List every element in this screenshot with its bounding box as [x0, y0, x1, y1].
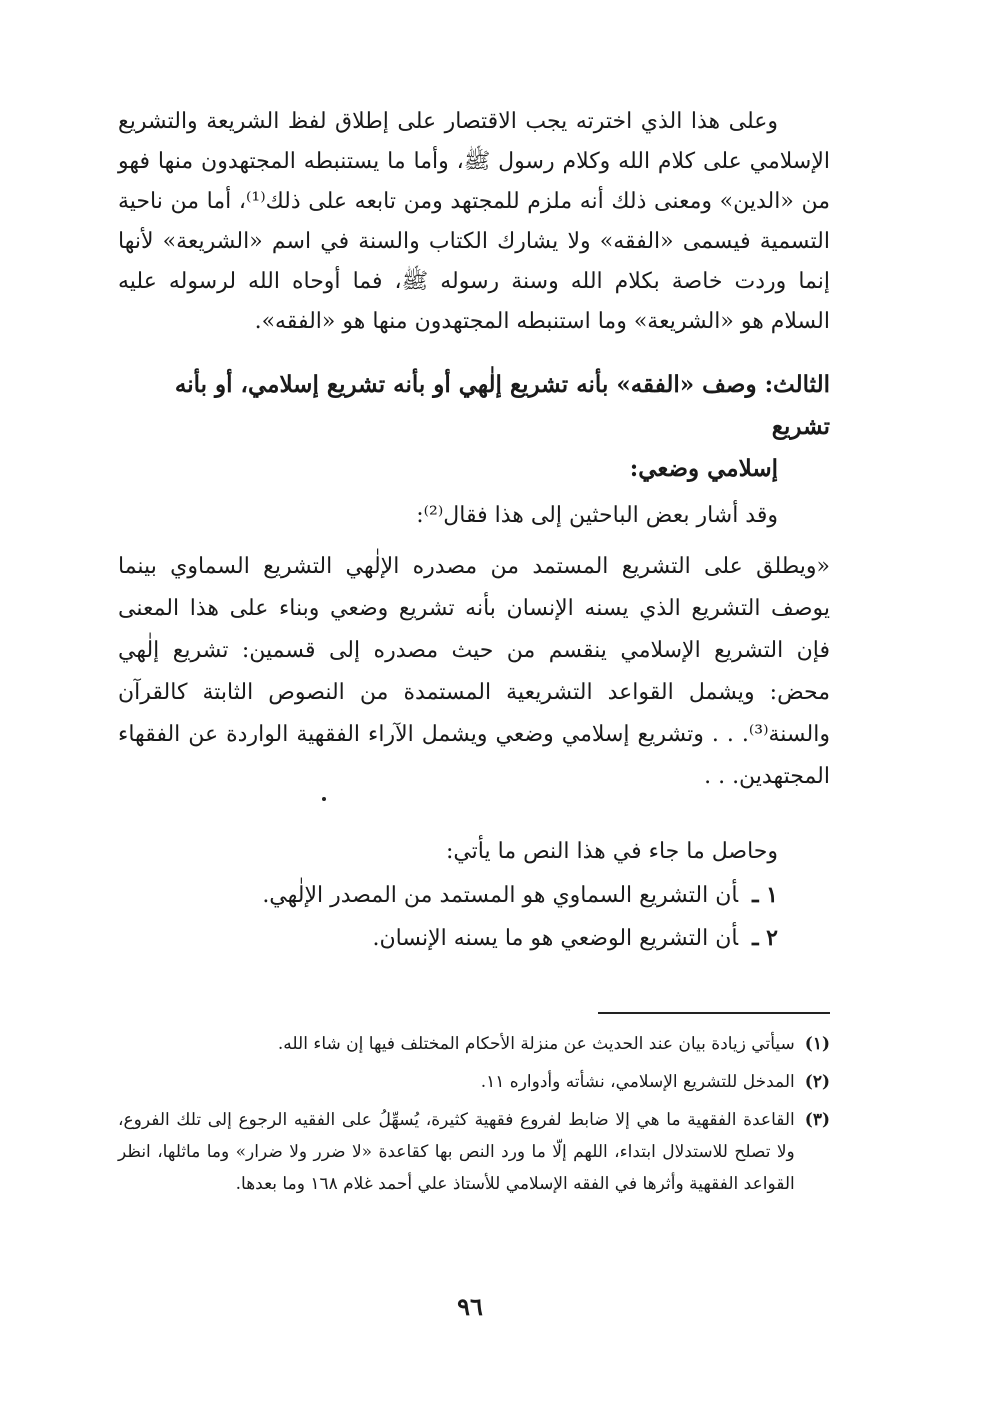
footnote-separator — [598, 1012, 830, 1014]
footnote-text: سيأتي زيادة بيان عند الحديث عن منزلة الأحكام المختلف فيها إن شاء الله. — [277, 1034, 795, 1054]
list-item-text: أن التشريع السماوي هو المستمد من المصدر الإلٰهي. — [262, 883, 739, 908]
page-number: ٩٦ — [457, 1292, 483, 1321]
heading-text: وصف «الفقه» بأنه تشريع إلٰهي أو بأنه تشريع إسلامي، أو بأنه تشريع — [174, 371, 830, 440]
footnote-number: (٣) — [804, 1110, 830, 1130]
footnote — [118, 1028, 830, 1060]
summary-intro: وحاصل ما جاء في هذا النص ما يأتي: — [445, 839, 778, 864]
list-item-number: ١ ـ — [752, 882, 778, 908]
footnote-text: المدخل للتشريع الإسلامي، نشأته وأدواره ١١. — [480, 1072, 795, 1092]
footnote-number: (١) — [804, 1034, 830, 1054]
paragraph-1: وعلى هذا الذي اخترته يجب الاقتصار على إطلاق لفظ الشريعة والتشريع الإسلامي على كلام الله وكلام رسول ﷺ، وأما ما يستنبطه المجتهدون منها فهو من «الدين» ومعنى ذلك أنه ملزم للمجتهد ومن تابعه على ذلك⁽¹⁾، أما من ناحية التسمية فيسمى «الفقه» ولا يشارك الكتاب والسنة في اسم «الشريعة» لأنها إنما وردت خاصة بكلام الله وسنة رسوله ﷺ، فما أوحاه الله لرسوله عليه السلام هو «الشريعة» وما استنبطه المجتهدون منها هو «الفقه». — [118, 109, 830, 334]
heading-continuation: إسلامي وضعي: — [629, 455, 778, 482]
quote-intro: وقد أشار بعض الباحثين إلى هذا فقال⁽²⁾: — [416, 503, 778, 528]
footnotes — [118, 1028, 830, 1206]
heading-lead: الثالث: — [756, 371, 830, 398]
list-item-number: ٢ ـ — [752, 925, 778, 951]
list-item — [118, 917, 830, 960]
section-heading — [118, 364, 830, 490]
page-body — [118, 102, 830, 960]
quoted-passage: «ويطلق على التشريع المستمد من مصدره الإلٰهي التشريع السماوي بينما يوصف التشريع الذي يسنه الإنسان بأنه تشريع وضعي وبناء على هذا المعنى فإن التشريع الإسلامي ينقسم من حيث مصدره إلى قسمين: تشريع إلٰهي محض: ويشمل القواعد التشريعية المستمدة من النصوص الثابتة كالقرآن والسنة⁽³⁾. . . وتشريع إسلامي وضعي ويشمل الآراء الفقهية الواردة عن الفقهاء المجتهدين. . . — [118, 554, 830, 789]
footnote-number: (٢) — [804, 1072, 830, 1092]
stray-dot — [322, 797, 326, 801]
list-item-text: أن التشريع الوضعي هو ما يسنه الإنسان. — [372, 926, 739, 951]
footnote-text: القاعدة الفقهية ما هي إلا ضابط لفروع فقهية كثيرة، يُسهِّلُ على الفقيه الرجوع إلى تلك الفروع، ولا تصلح للاستدلال ابتداء، اللهم إلّا ما ورد النص بها كقاعدة «لا ضرر ولا ضرار» وما ماثلها، انظر القواعد الفقهية وأثرها في الفقه الإسلامي للأستاذ علي أحمد غلام ١٦٨ وما بعدها. — [118, 1110, 795, 1194]
footnote — [118, 1066, 830, 1098]
footnote — [118, 1104, 830, 1200]
summary-list — [118, 874, 830, 960]
list-item — [118, 874, 830, 917]
